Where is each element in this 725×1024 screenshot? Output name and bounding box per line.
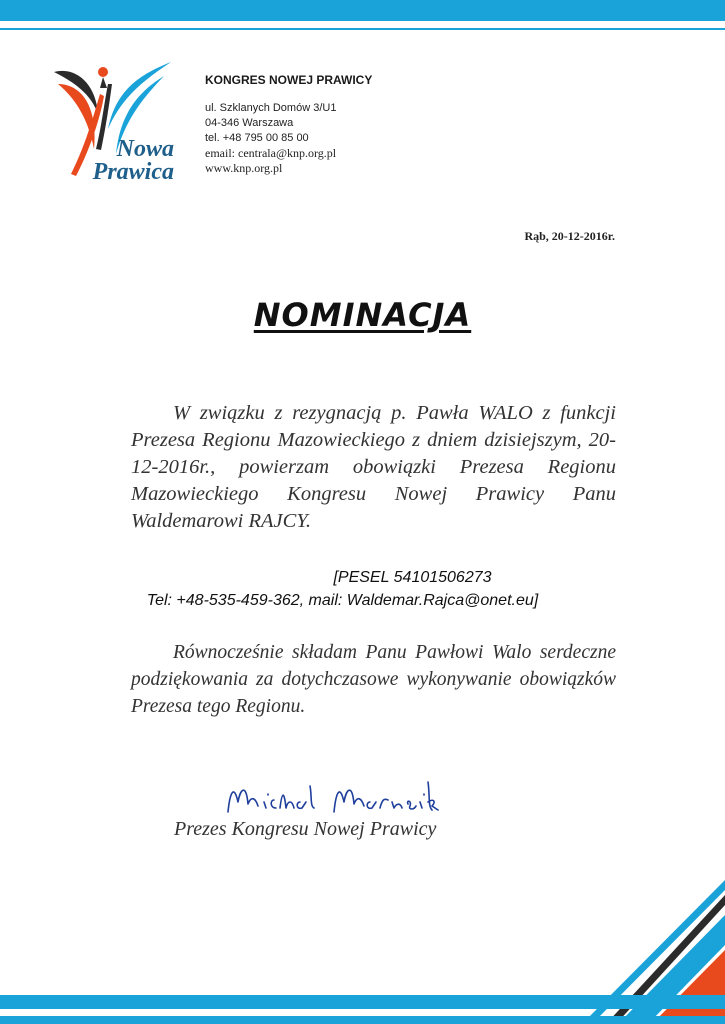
website-url: www.knp.org.pl xyxy=(205,161,283,175)
signer-title: Prezes Kongresu Nowej Prawicy xyxy=(174,818,437,840)
address-street: ul. Szklanych Domów 3/U1 xyxy=(205,102,337,114)
email-address: email: centrala@knp.org.pl xyxy=(205,146,337,160)
organization-name: KONGRES NOWEJ PRAWICY xyxy=(205,73,373,87)
header-blue-line xyxy=(0,28,725,30)
document-title: NOMINACJA xyxy=(253,296,472,334)
organization-header xyxy=(205,73,372,176)
phone-mail-line: Tel: +48-535-459-362, mail: Waldemar.Rajca@onet.eu] xyxy=(146,592,539,609)
logo-text-nowa: Nowa xyxy=(116,136,174,162)
place-and-date: Rąb, 20-12-2016r. xyxy=(524,229,615,243)
paragraph-nomination: W związku z rezygnacją p. Pawła WALO z funkcji Prezesa Regionu Mazowieckiego z dniem dzisiejszym, 20-12-2016r., powierzam obowiązki Prezesa Regionu Mazowieckiego Kongresu Nowej Prawicy Panu Waldemarowi RAJCY. xyxy=(131,402,616,532)
logo-text-prawica: Prawica xyxy=(92,159,174,185)
paragraph-thanks: Równocześnie składam Panu Pawłowi Walo serdeczne podziękowania za dotychczasowe wykonywanie obowiązków Prezesa tego Regionu. xyxy=(131,642,616,717)
header-blue-bar xyxy=(0,0,725,21)
pesel-line: [PESEL 54101506273 xyxy=(333,569,492,586)
nowa-prawica-logo xyxy=(46,54,186,199)
handwritten-signature xyxy=(222,772,442,824)
phone-number: tel. +48 795 00 85 00 xyxy=(205,132,309,144)
contact-details xyxy=(100,566,585,612)
address-city: 04-346 Warszawa xyxy=(205,117,294,129)
